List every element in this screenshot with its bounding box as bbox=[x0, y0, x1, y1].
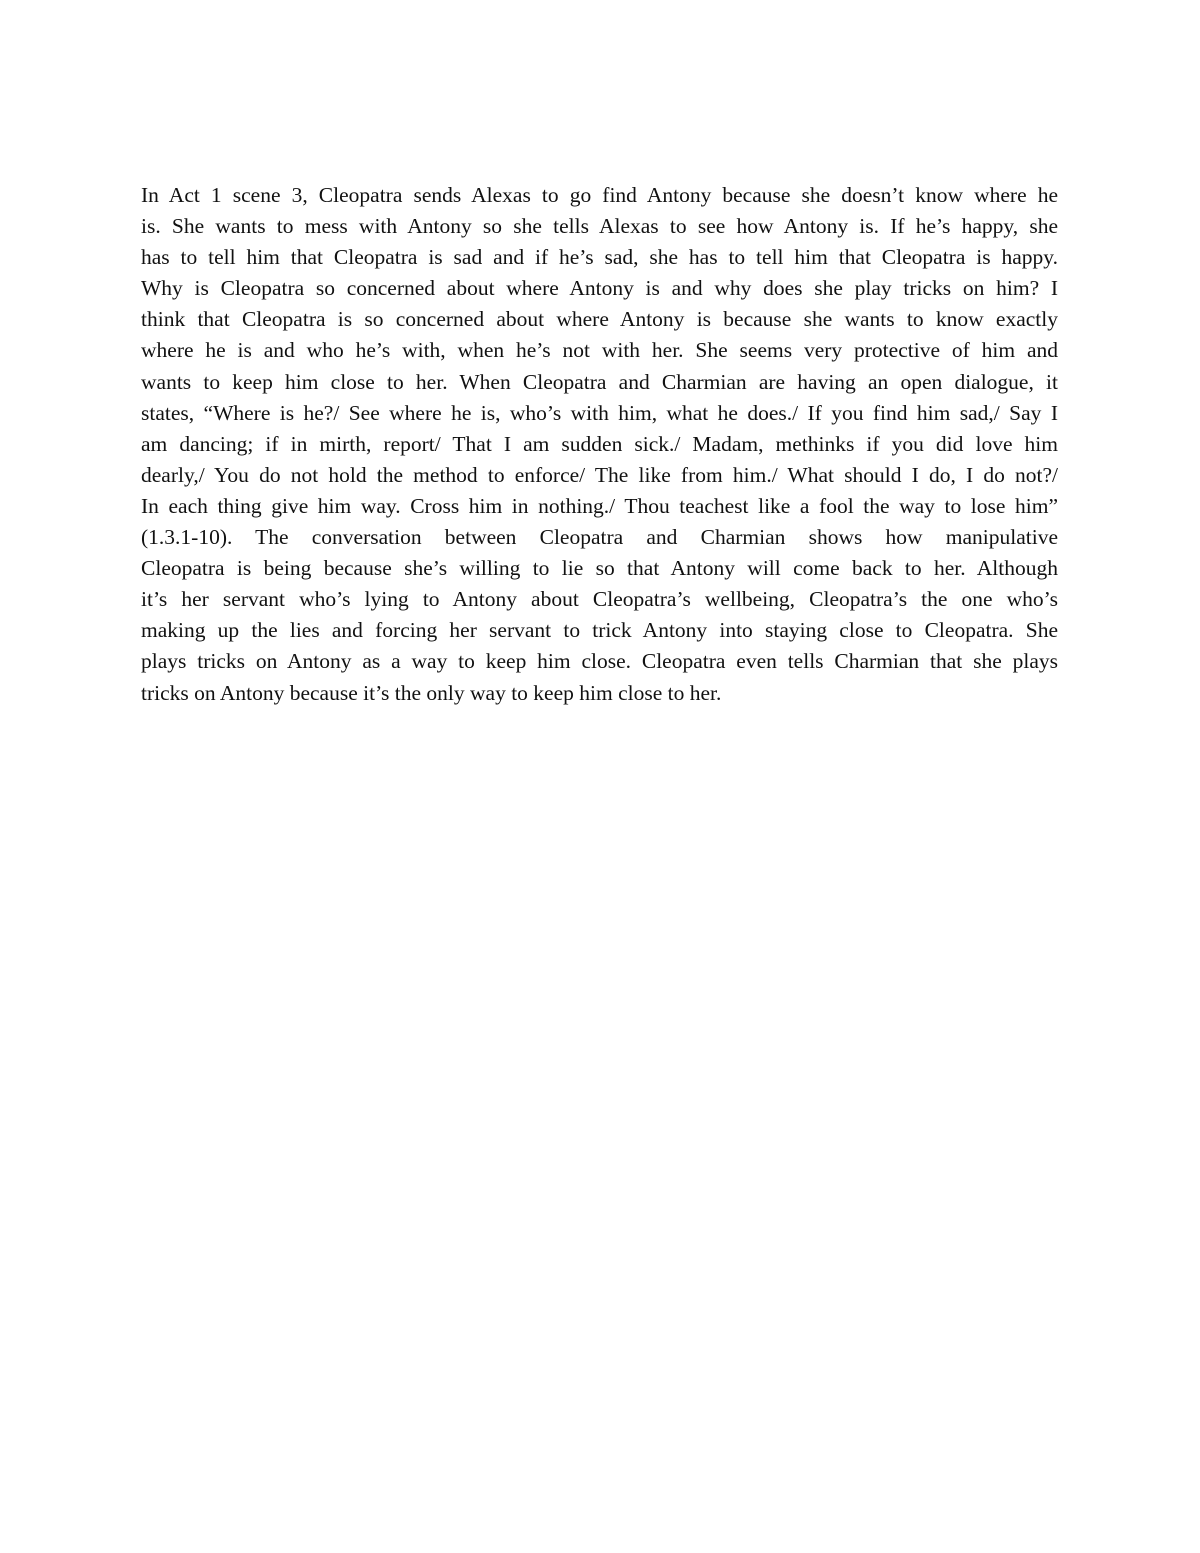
paragraph-line: has to tell him that Cleopatra is sad and if he’s sad, she has to tell him that Cleopatra is happy. bbox=[141, 245, 1058, 270]
paragraph-line: states, “Where is he?/ See where he is, who’s with him, what he does./ If you find him sad,/ Say I bbox=[141, 400, 1058, 425]
paragraph-line: think that Cleopatra is so concerned about where Antony is because she wants to know exactly bbox=[141, 307, 1058, 332]
paragraph-line: it’s her servant who’s lying to Antony about Cleopatra’s wellbeing, Cleopatra’s the one who’s bbox=[141, 587, 1058, 612]
paragraph-line: plays tricks on Antony as a way to keep him close. Cleopatra even tells Charmian that she plays bbox=[141, 649, 1058, 674]
paragraph-line: Why is Cleopatra so concerned about where Antony is and why does she play tricks on him? I bbox=[141, 276, 1058, 301]
paragraph-line: dearly,/ You do not hold the method to enforce/ The like from him./ What should I do, I do not?/ bbox=[141, 462, 1058, 487]
paragraph-line: is. She wants to mess with Antony so she tells Alexas to see how Antony is. If he’s happy, she bbox=[141, 214, 1058, 239]
paragraph-line: In Act 1 scene 3, Cleopatra sends Alexas to go find Antony because she doesn’t know where he bbox=[141, 183, 1058, 207]
body-paragraph bbox=[141, 180, 1058, 709]
paragraph-line: making up the lies and forcing her servant to trick Antony into staying close to Cleopatra. She bbox=[141, 618, 1058, 643]
paragraph-line: (1.3.1-10). The conversation between Cleopatra and Charmian shows how manipulative bbox=[141, 525, 1058, 550]
paragraph-line: am dancing; if in mirth, report/ That I am sudden sick./ Madam, methinks if you did love him bbox=[141, 431, 1058, 456]
paragraph-line: tricks on Antony because it’s the only way to keep him close to her. bbox=[141, 680, 722, 705]
paragraph-line: Cleopatra is being because she’s willing to lie so that Antony will come back to her. Although bbox=[141, 556, 1058, 581]
paragraph-line: wants to keep him close to her. When Cleopatra and Charmian are having an open dialogue, it bbox=[141, 369, 1058, 394]
paragraph-line: where he is and who he’s with, when he’s not with her. She seems very protective of him and bbox=[141, 338, 1058, 363]
paragraph-line: In each thing give him way. Cross him in nothing./ Thou teachest like a fool the way to lose him” bbox=[141, 493, 1058, 518]
